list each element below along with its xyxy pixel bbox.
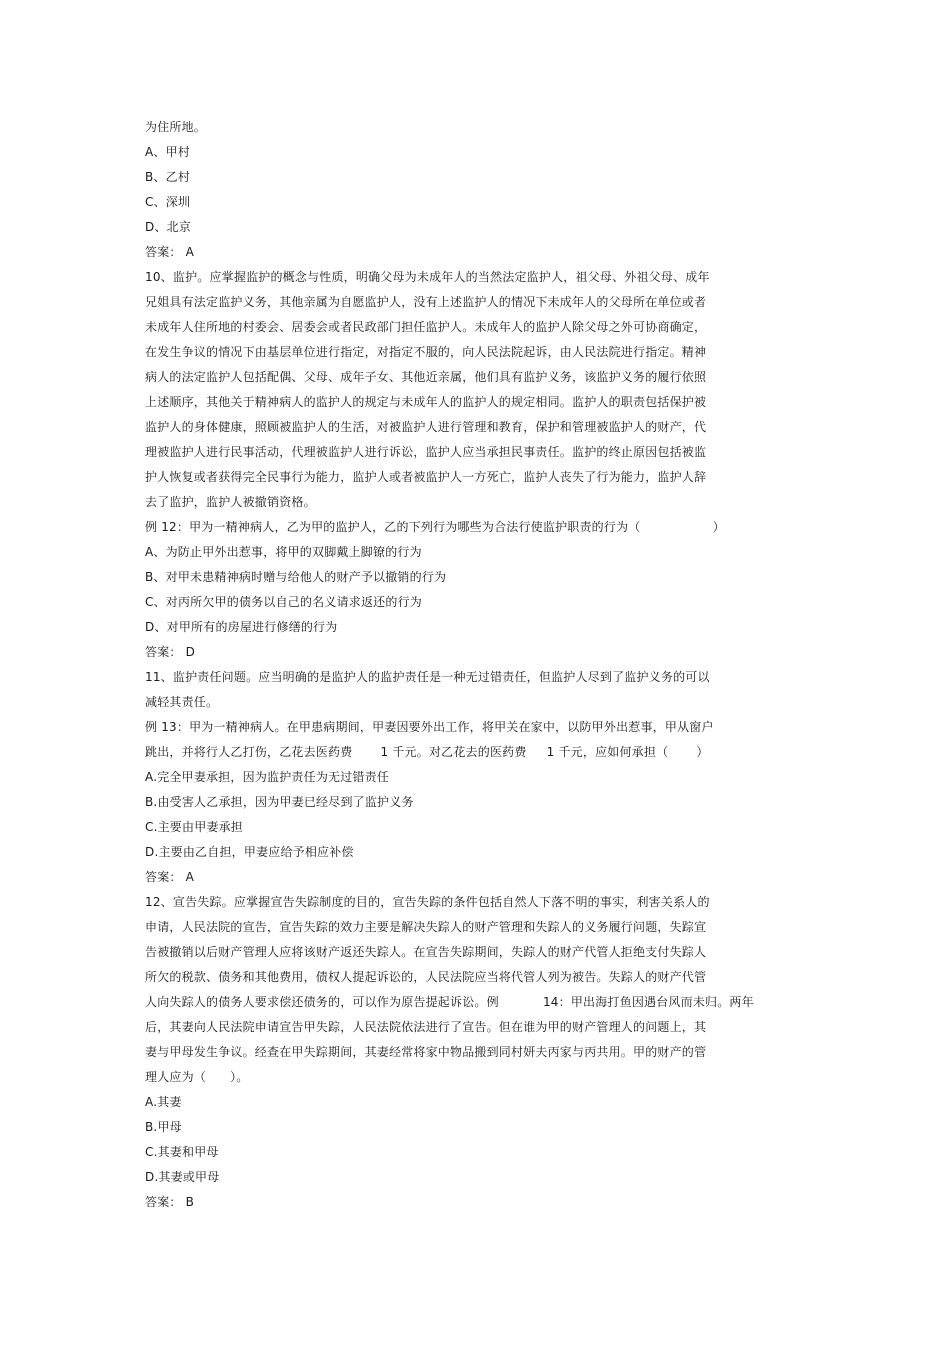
option-a: A、为防止甲外出惹事，将甲的双脚戴上脚镣的行为	[145, 545, 422, 559]
option-c: C.其妻和甲母	[145, 1145, 219, 1159]
section-10-heading: 10、监护。应掌握监护的概念与性质，明确父母为未成年人的当然法定监护人，祖父母、外祖父母、成年	[145, 270, 710, 284]
option-d: D、北京	[145, 220, 192, 234]
option-b: B.甲母	[145, 1120, 182, 1134]
text-line: 妻与甲母发生争议。经查在甲失踪期间，其妻经常将家中物品搬到同村妍夫丙家与丙共用。甲的财产的管	[145, 1045, 707, 1059]
option-d: D.其妻或甲母	[145, 1170, 220, 1184]
option-a: A.其妻	[145, 1095, 182, 1109]
text-line: 跳出，并将行人乙打伤，乙花去医药费 1 千元。对乙花去的医药费 1 千元，应如何承担（ ）	[145, 745, 709, 759]
text-line: 所欠的税款、债务和其他费用，债权人提起诉讼的，人民法院应当将代管人列为被告。失踪人的财产代管	[145, 970, 707, 984]
text-line: 为住所地。	[145, 120, 207, 134]
answer: 答案： D	[145, 645, 196, 659]
option-c: C、深圳	[145, 195, 191, 209]
text-line: 在发生争议的情况下由基层单位进行指定，对指定不服的，向人民法院起诉，由人民法院进行指定。精神	[145, 345, 707, 359]
option-d: D、对甲所有的房屋进行修缮的行为	[145, 620, 338, 634]
example-12-question: 例 12：甲为一精神病人，乙为甲的监护人，乙的下列行为哪些为合法行使监护职责的行为（ ）	[145, 520, 725, 534]
answer: 答案： B	[145, 1195, 195, 1209]
text-line: 未成年人住所地的村委会、居委会或者民政部门担任监护人。未成年人的监护人除父母之外可协商确定，	[145, 320, 707, 334]
section-11-heading: 11、监护责任问题。应当明确的是监护人的监护责任是一种无过错责任，但监护人尽到了监护义务的可以	[145, 670, 710, 684]
text-line: 上述顺序，其他关于精神病人的监护人的规定与未成年人的监护人的规定相同。监护人的职责包括保护被	[145, 395, 707, 409]
option-b: B、乙村	[145, 170, 191, 184]
text-line: 去了监护，监护人被撤销资格。	[145, 495, 316, 509]
text-line: 监护人的身体健康，照顾被监护人的生活，对被监护人进行管理和教育，保护和管理被监护人的财产，代	[145, 420, 707, 434]
text-line: 申请，人民法院的宣告，宣告失踪的效力主要是解决失踪人的财产管理和失踪人的义务履行问题，失踪宣	[145, 920, 707, 934]
option-c: C、对丙所欠甲的债务以自己的名义请求返还的行为	[145, 595, 422, 609]
option-c: C.主要由甲妻承担	[145, 820, 243, 834]
option-b: B、对甲未患精神病时赠与给他人的财产予以撤销的行为	[145, 570, 447, 584]
text-line: 理被监护人进行民事活动，代理被监护人进行诉讼，监护人应当承担民事责任。监护的终止原因包括被监	[145, 445, 707, 459]
option-b: B.由受害人乙承担，因为甲妻已经尽到了监护义务	[145, 795, 414, 809]
option-a: A、甲村	[145, 145, 191, 159]
answer: 答案： A	[145, 245, 195, 259]
option-d: D.主要由乙自担，甲妻应给予相应补偿	[145, 845, 354, 859]
text-line: 护人恢复或者获得完全民事行为能力，监护人或者被监护人一方死亡，监护人丧失了行为能力，监护人辞	[145, 470, 707, 484]
example-13-question: 例 13：甲为一精神病人。在甲患病期间，甲妻因要外出工作，将甲关在家中，以防甲外出惹事，甲从窗户	[145, 720, 714, 734]
option-a: A.完全甲妻承担，因为监护责任为无过错责任	[145, 770, 390, 784]
text-line: 告被撤销以后财产管理人应将该财产返还失踪人。在宣告失踪期间，失踪人的财产代管人拒绝支付失踪人	[145, 945, 707, 959]
text-line: 后，其妻向人民法院申请宣告甲失踪，人民法院依法进行了宣告。但在谁为甲的财产管理人的问题上，其	[145, 1020, 707, 1034]
section-12-heading: 12、宣告失踪。应掌握宣告失踪制度的目的，宣告失踪的条件包括自然人下落不明的事实，利害关系人的	[145, 895, 710, 909]
text-line: 理人应为（ ）。	[145, 1070, 249, 1084]
text-line: 病人的法定监护人包括配偶、父母、成年子女、其他近亲属，他们具有监护义务，该监护义务的履行依照	[145, 370, 707, 384]
answer: 答案： A	[145, 870, 195, 884]
text-line: 兄姐具有法定监护义务，其他亲属为自愿监护人，没有上述监护人的情况下未成年人的父母所在单位或者	[145, 295, 707, 309]
text-line: 减轻其责任。	[145, 695, 219, 709]
text-line: 人向失踪人的债务人要求偿还债务的，可以作为原告提起诉讼。例 14：甲出海打鱼因遇台风而未归。两年	[145, 995, 754, 1009]
